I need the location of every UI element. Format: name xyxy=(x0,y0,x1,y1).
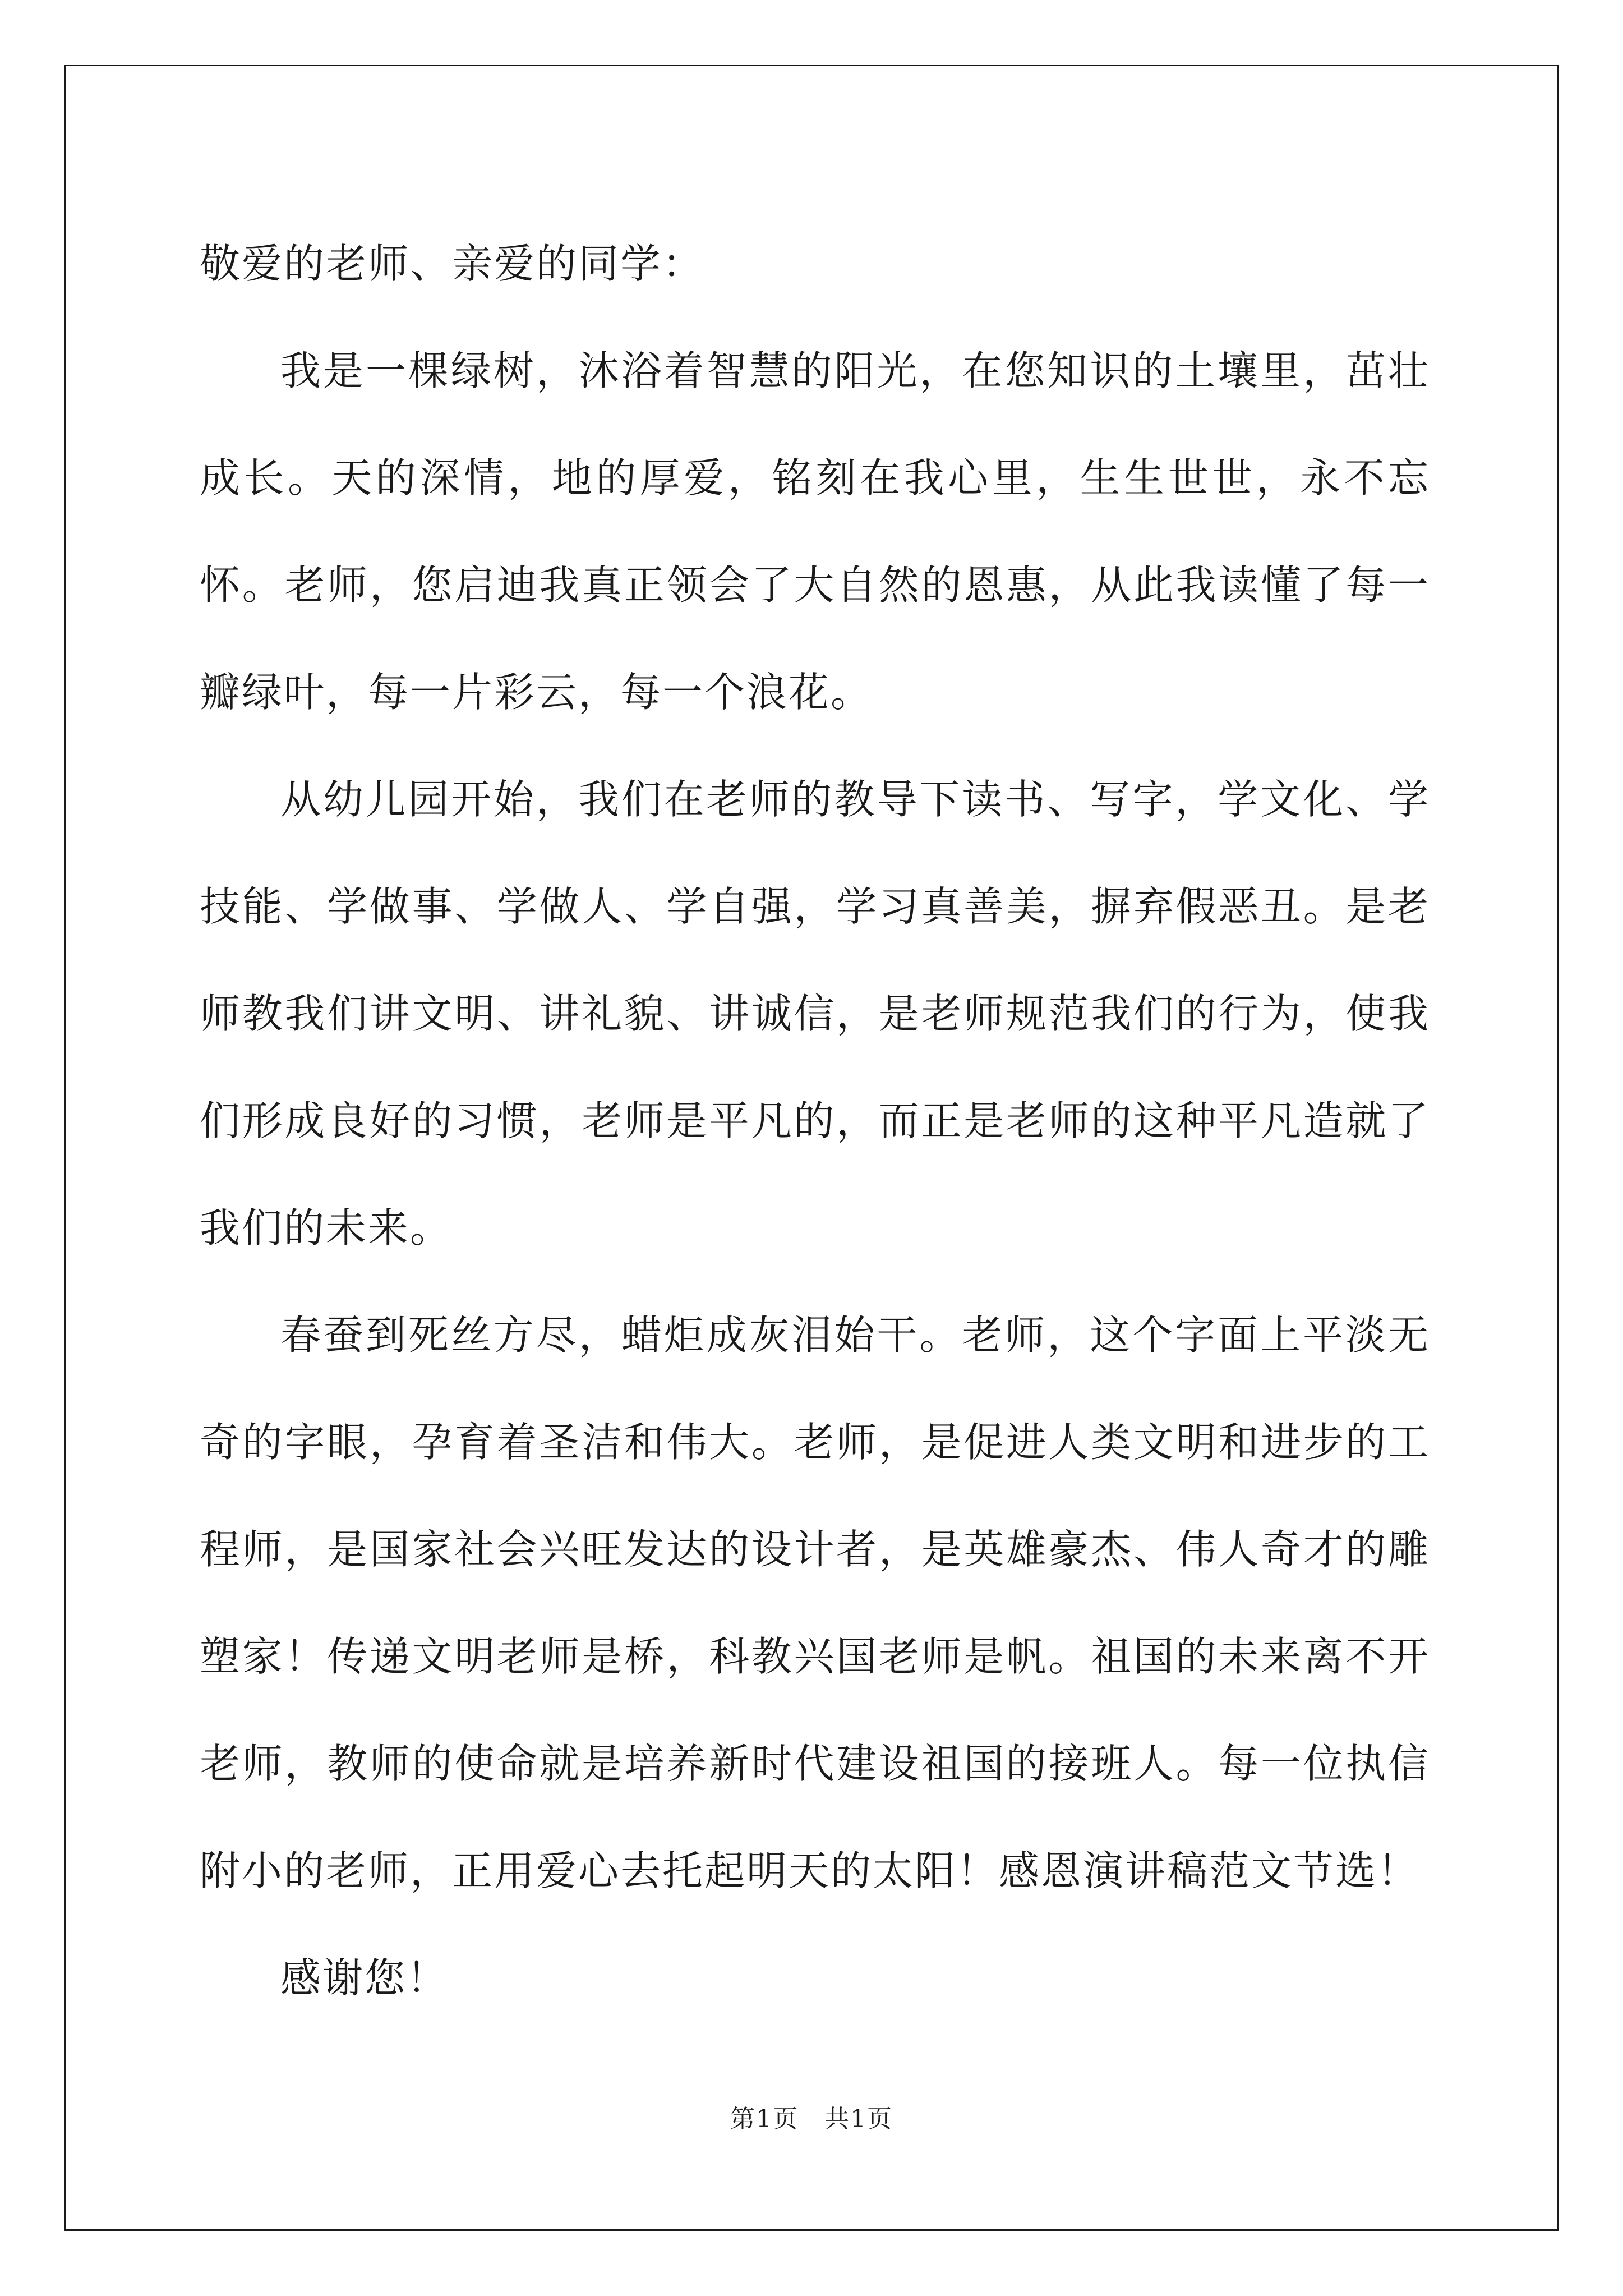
salutation: 敬爱的老师、亲爱的同学： xyxy=(200,240,705,287)
closing-line: 感谢您！ xyxy=(280,1954,449,2001)
paragraph-1: 我是一棵绿树，沐浴着智慧的阳光，在您知识的土壤里，茁壮成长。天的深情，地的厚爱，铭刻在我心里，生生世世，永不忘怀。老师，您启迪我真正领会了大自然的恩惠，从此我读懂了每一瓣绿叶，每一片彩云，每一个浪花。 xyxy=(200,347,1430,716)
document-body xyxy=(200,210,1430,2032)
paragraph-2: 从幼儿园开始，我们在老师的教导下读书、写字，学文化、学技能、学做事、学做人、学自强，学习真善美，摒弃假恶丑。是老师教我们讲文明、讲礼貌、讲诚信，是老师规范我们的行为，使我们形成良好的习惯，老师是平凡的，而正是老师的这种平凡造就了我们的未来。 xyxy=(200,776,1430,1251)
paragraph-3: 春蚕到死丝方尽，蜡炬成灰泪始干。老师，这个字面上平淡无奇的字眼，孕育着圣洁和伟大。老师，是促进人类文明和进步的工程师，是国家社会兴旺发达的设计者，是英雄豪杰、伟人奇才的雕塑家！传递文明老师是桥，科教兴国老师是帆。祖国的未来离不开老师，教师的使命就是培养新时代建设祖国的接班人。每一位执信附小的老师，正用爱心去托起明天的太阳！感恩演讲稿范文节选！ xyxy=(200,1312,1430,1894)
page-number: 第1页 共1页 xyxy=(730,2105,893,2133)
